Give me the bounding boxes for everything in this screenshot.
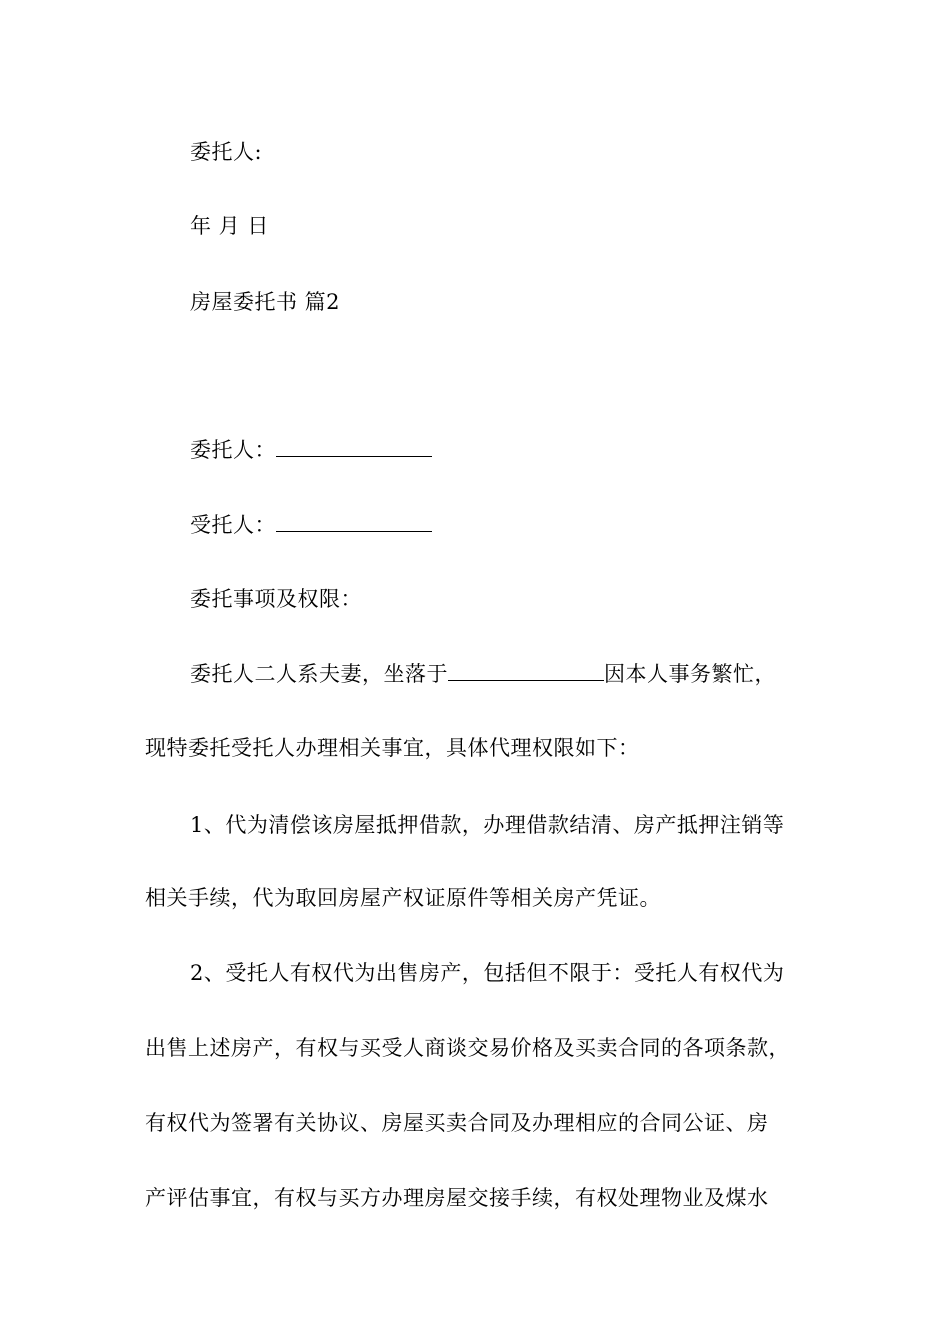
- agent-blank: [276, 513, 432, 532]
- paragraph-line: 相关手续，代为取回房屋产权证原件等相关房产凭证。: [145, 886, 661, 910]
- matters-heading: 委托事项及权限：: [190, 587, 362, 611]
- principal-blank: [276, 438, 432, 457]
- paragraph-line: [190, 660, 776, 688]
- paragraph-line: 1、代为清偿该房屋抵押借款，办理借款结清、房产抵押注销等: [190, 813, 785, 837]
- principal-label: 委托人：: [190, 438, 276, 462]
- section-title: 房屋委托书 篇2: [190, 290, 341, 314]
- paragraph-line: 现特委托受托人办理相关事宜，具体代理权限如下：: [145, 736, 640, 760]
- paragraph-line: 2、受托人有权代为出售房产，包括但不限于：受托人有权代为: [190, 961, 785, 985]
- location-blank: [448, 662, 604, 681]
- paragraph-line: 有权代为签署有关协议、房屋买卖合同及办理相应的合同公证、房: [145, 1111, 769, 1135]
- date-line: 年 月 日: [190, 214, 269, 238]
- principal-field: [190, 436, 432, 464]
- paragraph-line: 产评估事宜，有权与买方办理房屋交接手续，有权处理物业及煤水: [145, 1186, 769, 1210]
- agent-field: [190, 511, 432, 539]
- agent-label: 受托人：: [190, 513, 276, 537]
- principal-signature-line: 委托人:: [190, 140, 263, 164]
- location-suffix: 因本人事务繁忙，: [604, 662, 776, 686]
- paragraph-line: 出售上述房产，有权与买受人商谈交易价格及买卖合同的各项条款，: [145, 1036, 790, 1060]
- location-label: 委托人二人系夫妻，坐落于: [190, 662, 448, 686]
